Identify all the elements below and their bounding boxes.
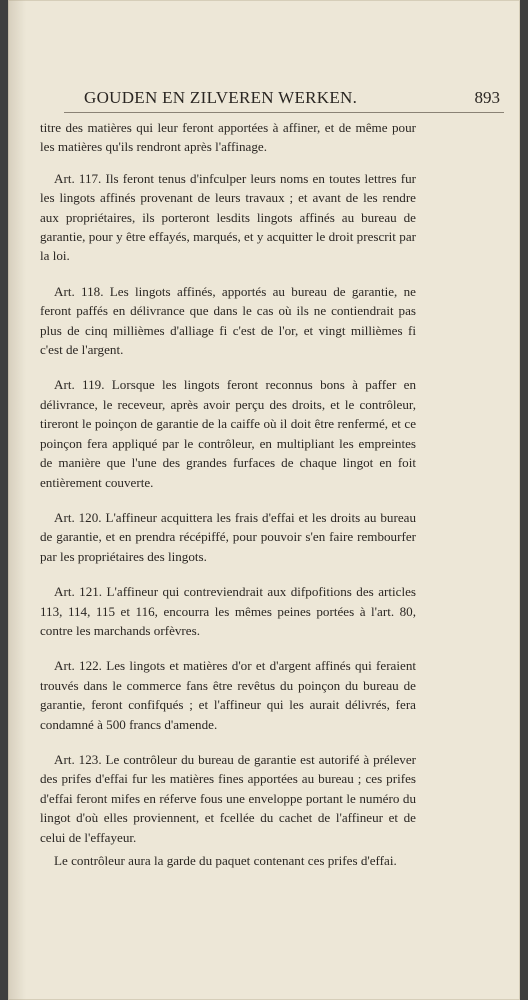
article-119: Art. 119. Lorsque les lingots feront reconnus bons à paffer en délivrance, le receveur, après avoir perçu des droits, et le contrôleur, tireront le poinçon de garantie de la caiffe où il doit être renfermé, et ce poinçon fera appliqué par le contrôleur, en multipliant les empreintes de manière que l'une des grandes furfaces de chaque lingot en foit entièrement couverte.	[40, 377, 416, 490]
article-123: Art. 123. Le contrôleur du bureau de garantie est autorifé à prélever des prifes d'effai fur les matières fines apportées au bureau ; ces prifes d'effai feront mifes en réferve fous une enveloppe portant le numéro du lingot d'où elles proviennent, et fcellée du cachet de l'affineur et de celui de l'effayeur.	[40, 751, 416, 845]
page-number: 893	[474, 88, 500, 107]
article-122: Art. 122. Les lingots et matières d'or et d'argent affinés qui feraient trouvés dans le commerce fans être revêtus du poinçon du bureau de garantie, feront confifqués ; et l'affineur qui les aurait délivrés, fera condamné à 500 francs d'amende.	[40, 658, 416, 732]
article-121: Art. 121. L'affineur qui contreviendrait aux difpofitions des articles 113, 114, 115 et 116, encourra les mêmes peines portées à l'art. 80, contre les marchands orfèvres.	[40, 584, 416, 638]
running-title: GOUDEN EN ZILVEREN WERKEN.	[84, 88, 358, 107]
article-117: Art. 117. Ils feront tenus d'infculper leurs noms en toutes lettres fur les lingots affinés provenant de leurs travaux ; et avant de les rendre aux propriétaires, ils porteront lesdits lingots affinés au bureau de garantie, pour y être effayés, marqués, et y acquitter le droit prescrit par la loi.	[40, 170, 416, 264]
page-header	[84, 88, 500, 110]
article-120: Art. 120. L'affineur acquittera les frais d'effai et les droits au bureau de garantie, et en prendra récépiffé, pour pouvoir s'en faire rembourfer par les propriétaires des lingots.	[40, 509, 416, 564]
header-rule	[64, 112, 504, 113]
article-118: Art. 118. Les lingots affinés, apportés au bureau de garantie, ne feront paffés en délivrance que dans le cas où ils ne contiendrait pas plus de cinq millièmes d'alliage fi c'est de l'or, et vingt millièmes fi c'est de l'argent.	[40, 283, 416, 358]
closing-paragraph: Le contrôleur aura la garde du paquet contenant ces prifes d'effai.	[54, 853, 397, 868]
body-text	[40, 118, 416, 870]
book-page	[8, 0, 520, 1000]
paragraph-continuation: titre des matières qui leur feront apportées à affiner, et de même pour les matières qu'ils rendront après l'affinage.	[40, 120, 416, 155]
